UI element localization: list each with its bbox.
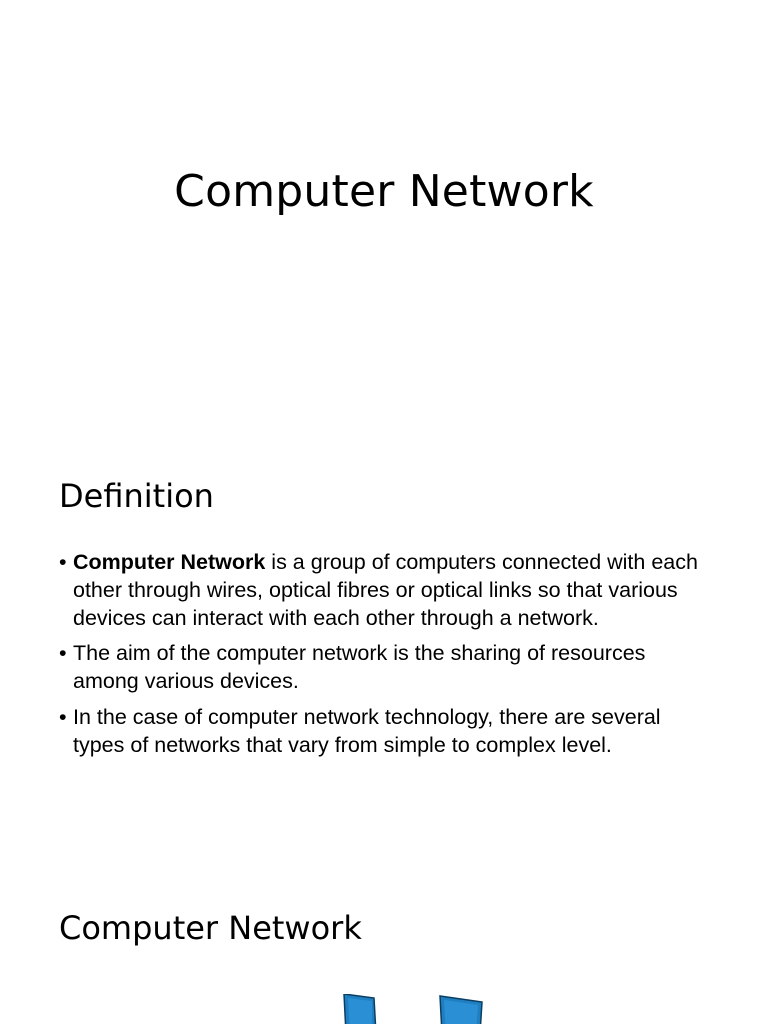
presentation-title: Computer Network bbox=[174, 166, 594, 217]
network-slide bbox=[0, 864, 768, 1024]
computer-network-graphic-icon bbox=[300, 994, 500, 1024]
bullet-text: The aim of the computer network is the sharing of resources among various devices. bbox=[73, 641, 646, 694]
network-heading: Computer Network bbox=[59, 909, 362, 947]
bullet-icon: • bbox=[59, 704, 67, 729]
bullet-icon: • bbox=[59, 550, 67, 574]
bullet-item bbox=[59, 704, 711, 760]
monitor-right-icon bbox=[440, 996, 482, 1024]
definition-slide bbox=[0, 432, 768, 864]
monitor-left-icon bbox=[344, 994, 376, 1024]
bullet-text: is a group of computers connected with each other through wires, optical fibres or optical links so that various devices can interact with each other through a network. bbox=[73, 550, 698, 630]
title-slide bbox=[0, 0, 768, 432]
bullet-icon: • bbox=[59, 641, 67, 666]
bullet-item bbox=[59, 549, 711, 632]
bullet-item bbox=[59, 640, 711, 696]
bullet-text: In the case of computer network technology, there are several types of networks that vary from simple to complex level. bbox=[73, 704, 661, 757]
definition-heading: Definition bbox=[59, 477, 214, 515]
definition-bullet-list bbox=[59, 549, 711, 768]
bullet-bold-term: Computer Network bbox=[73, 550, 266, 574]
